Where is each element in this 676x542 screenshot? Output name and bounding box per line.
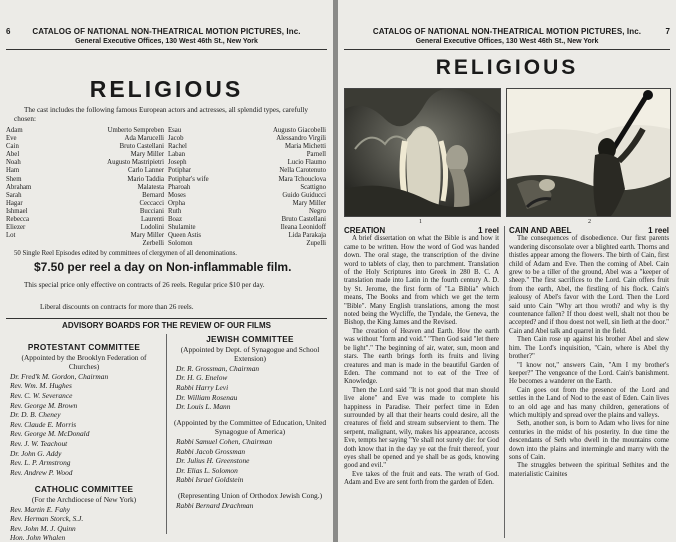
cast-role: Eliezer (6, 224, 26, 232)
cast-row (168, 167, 326, 175)
protestant-appointed: (Appointed by the Brooklyn Federation of Churches) (21, 352, 147, 372)
cast-actor: Zupelli (306, 240, 326, 248)
cast-list-right (168, 127, 326, 248)
cast-actor: Umberto Sempreben (107, 127, 164, 134)
committee-member: Rev. John M. J. Quinn (10, 523, 76, 533)
liberal-discounts: Liberal discounts on contracts for more than 26 reels. (40, 303, 194, 311)
cast-actor: Nella Carotenuto (279, 167, 326, 175)
cast-row (168, 127, 326, 135)
protestant-committee (6, 343, 162, 542)
cast-row (6, 184, 164, 192)
cast-row (168, 200, 326, 208)
jewish-members (172, 364, 328, 412)
cast-row (168, 224, 326, 232)
cast-role: Noah (6, 159, 21, 167)
committee-member: Rev. Herman Storck, S.J. (10, 514, 84, 524)
committee-member: Rabbi Jacob Grossman (176, 446, 246, 456)
creation-title: CREATION (344, 226, 386, 235)
creation-paragraph: A brief dissertation on what the Bible is and how it came to be written. How the word of God was handed down. The oral stage, the transcription of the divine word to tablets of clay, then to parchment. Translation of the Holy Scriptures into Greek in 280 B. C. A translation made into Latin in the fourth century A. D. by St. Jerome, the first form of "La Biblia" which means, The Books and from which we get the term "Bible". Many English translations, among the most noted being the Wycliffe, the Tyndale, the Geneva, the Bishop, the King James and the Revised. (344, 235, 499, 327)
caption-2: 2 (588, 219, 591, 225)
committee-member: Dr. John G. Addy (10, 448, 62, 458)
cast-role: Solomon (168, 240, 193, 248)
catholic-heading: CATHOLIC COMMITTEE (34, 485, 134, 495)
cast-actor: Mara Tchouclova (278, 175, 326, 183)
cast-actor: Mary Miller (292, 199, 326, 207)
cast-actor: Lucio Flaumo (287, 159, 326, 167)
cast-role: Boaz (168, 216, 182, 224)
cast-actor: Alessandro Virgili (276, 135, 326, 143)
cain-abel-title: CAIN AND ABEL (509, 226, 572, 235)
cast-row (6, 240, 164, 248)
committee-member: Rev. J. W. Teachout (10, 438, 68, 448)
header-rule (6, 49, 327, 50)
price-line: $7.50 per reel a day on Non-inflammable film. (34, 260, 292, 274)
cain-abel-section (509, 227, 669, 539)
committee-member: Rev. Martin E. Fahy (10, 504, 70, 514)
cast-role: Laban (168, 151, 185, 159)
cast-role: Ishmael (6, 207, 28, 215)
special-price: This special price only effective on contracts of 26 reels. Regular price $10 per day. (24, 281, 265, 289)
cast-row (168, 143, 326, 151)
cast-role: Eve (6, 135, 17, 143)
cast-actor: Bucciani (139, 207, 164, 215)
advisory-title: ADVISORY BOARDS FOR THE REVIEW OF OUR FILMS (62, 321, 271, 330)
cast-role: Lot (6, 232, 16, 240)
catalog-header: CATALOG OF NATIONAL NON-THEATRICAL MOTION PICTURES, Inc. (32, 27, 301, 36)
committee-member: Dr. D. B. Cheney (10, 410, 61, 420)
cast-role: Hagar (6, 199, 23, 207)
cast-row (6, 151, 164, 159)
cain-abel-paragraph: Cain goes out from the presence of the Lord and settles in the Land of Nod to the east of Eden. Cain lives to an old age and has many children, generations of which multiply and spread over the plains and valleys. (509, 386, 669, 419)
cast-row (6, 143, 164, 151)
column-divider (504, 226, 505, 538)
cast-row (168, 216, 326, 224)
cast-row (6, 216, 164, 224)
cast-role: Rachel (168, 143, 187, 151)
committee-member: Dr. Fred'k M. Gordon, Chairman (10, 371, 109, 381)
cast-actor: Malatesta (137, 183, 164, 191)
cast-actor: Parnell (306, 151, 326, 159)
cast-actor: Ceccacci (139, 199, 164, 207)
catalog-header: CATALOG OF NATIONAL NON-THEATRICAL MOTION PICTURES, Inc. (372, 27, 642, 36)
committee-member: Dr. Julius H. Greenstone (176, 456, 250, 466)
cast-actor: Ileana Leonidoff (280, 224, 326, 232)
cast-actor: Bruto Castellani (281, 216, 326, 224)
cast-role: Pharoah (168, 183, 191, 191)
cast-row (168, 232, 326, 240)
cast-row (168, 240, 326, 248)
cast-actor: Lida Parakaja (288, 232, 326, 240)
cast-role: Shulamite (168, 224, 196, 232)
cast-role: Joseph (168, 159, 187, 167)
cain-abel-paragraph: "I know not," answers Cain, "Am I my brother's keeper?" The vengeance of the Lord. Cain's banishment. He becomes a wanderer on the Earth. (509, 361, 669, 386)
cain-abel-paragraph: Then Cain rose up against his brother Abel and slew him. The Lord's inquisition, "Cain, where is Abel thy brother?" (509, 336, 669, 361)
cain-abel-title-line (509, 227, 669, 235)
cast-row (6, 200, 164, 208)
committee-member: Dr. Elias L. Solomon (176, 465, 238, 475)
jewish-appointed-2: (Appointed by the Committee of Education, United Synagogue of America) (173, 417, 327, 437)
cast-role: Ruth (168, 207, 182, 215)
creation-paragraph: Then the Lord said "It is not good that man should live alone" and Eve was made to complete his happiness in Paradise. Their perfect time in Eden surrounded by all that their hearts could desire, all the creatures of field and stream subservient to them. The serpent, malignant, wily, makes his appearance, accosts Eve, tempts her saying "Ye shall not surely die: for God doth know that in the day ye eat the fruit thereof, your eyes shall be opened and ye shall be as gods, knowing good and evil." (344, 386, 499, 470)
creation-title-line (344, 227, 499, 235)
cast-actor: Lodolini (140, 224, 164, 232)
committee-member: Dr. R. Grossman, Chairman (176, 363, 260, 373)
committee-member: Rev. George M. McDonald (10, 429, 90, 439)
committee-member: Rev. George M. Brown (10, 400, 78, 410)
jewish-appointed: (Appointed by Dept. of Synagogue and School Extension) (180, 344, 320, 364)
header-rule (344, 49, 670, 50)
cast-intro: The cast includes the following famous European actors and actresses, all splendid types, carefully chosen: (14, 106, 309, 123)
still-image-2 (507, 89, 670, 216)
cast-actor: Bruto Castellani (119, 143, 164, 151)
committee-member: Rev. Andrew P. Wood (10, 467, 73, 477)
page-title: RELIGIOUS (435, 56, 579, 79)
right-page (338, 0, 676, 542)
committee-member: Rev. L. P. Armstrong (10, 458, 71, 468)
caption-1: 1 (419, 219, 422, 225)
catalog-subheader: General Executive Offices, 130 West 46th St., New York (415, 38, 599, 45)
committee-member: Rev. Wm. M. Hughes (10, 381, 72, 391)
cast-actor: Carlo Lanner (127, 167, 164, 175)
cast-row (6, 167, 164, 175)
cain-abel-paragraph: The struggles between the spiritual Sethites and the materialistic Cainites (509, 462, 669, 478)
catholic-members (6, 505, 162, 542)
cast-role: Shem (6, 175, 22, 183)
catalog-subheader: General Executive Offices, 130 West 46th St., New York (75, 38, 258, 45)
adam-eve-photo (344, 88, 501, 217)
cast-row (168, 176, 326, 184)
cast-row (6, 127, 164, 135)
cast-actor: Zerbelli (142, 240, 164, 248)
creation-reel-count: 1 reel (478, 226, 499, 235)
cast-role: Potiphar (168, 167, 192, 175)
cain-abel-paragraph: The consequences of disobedience. Our first parents wandering disconsolate over a blighted earth. Thorns and thistles appear among the flowers. The birth of Cain, first child of Adam and Eve. Then the coming of Abel. Cain grew to be a tiller of the ground, Abel was a "keeper of sheep." The first sacrifices to the Lord. Cain offers fruit from the earth, Abel, the firstling of his flock. Cain's jealousy of Abel's favor with the Lord. Then the Lord said unto Cain "Why art thou wroth? and why is thy countenance fallen? If thou doest well, shalt not thou be accepted? and if thou doest not well, sin lieth at the door." Cain and Abel talk and quarrel in the field. (509, 235, 669, 335)
cast-role: Cain (6, 143, 19, 151)
cast-row (168, 192, 326, 200)
jewish-appointed-3: (Representing Union of Orthodox Jewish Cong.) (177, 490, 323, 500)
committee-member: Rev. Claude E. Morris (10, 419, 77, 429)
cast-actor: Mario Taddia (127, 175, 164, 183)
jewish-heading: JEWISH COMMITTEE (206, 335, 294, 344)
cain-abel-photo (506, 88, 671, 217)
creation-section (344, 227, 499, 539)
cast-role: Queen Astis (168, 232, 202, 240)
cain-abel-paragraph: Seth, another son, is born to Adam who lives for nine centuries in the midst of his posterity. In due time the descendants of Seth who dwell in the mountains come down into the plains and intermingle and marry with the sons of Cain. (509, 420, 669, 461)
cast-role: Sarah (6, 191, 22, 199)
cast-actor: Bernard (142, 191, 164, 199)
cast-row (168, 208, 326, 216)
episodes-note: 50 Single Reel Episodes edited by committees of clergymen of all denominations. (14, 250, 237, 257)
cast-row (168, 151, 326, 159)
catholic-appointed: (For the Archdiocese of New York) (31, 494, 137, 504)
cast-role: Adam (6, 127, 23, 134)
committee-member: Dr. H. G. Enelow (176, 373, 228, 383)
cast-role: Abel (6, 151, 20, 159)
cast-row (168, 159, 326, 167)
creation-paragraph: Eve takes of the fruit and eats. The wrath of God. Adam and Eve are sent forth from the garden of Eden. (344, 470, 499, 487)
cast-row (168, 135, 326, 143)
section-rule (6, 318, 327, 319)
cast-row (6, 232, 164, 240)
cast-row (168, 184, 326, 192)
cast-role: Orpha (168, 199, 185, 207)
creation-paragraph: The creation of Heaven and Earth. How the earth was without "form and void." "Then God said "let there be light"." The beginning of air, water, sun, moon and stars. The earth brings forth its fruits and living creatures and man is made in the beautiful Garden of Eden. The command not to eat of the Tree of Knowledge. (344, 327, 499, 386)
cast-role: Abraham (6, 183, 32, 191)
cast-actor: Mary Miller (130, 151, 164, 159)
committee-member: Hon. John Whalen (10, 533, 66, 542)
page-number: 7 (665, 27, 670, 36)
cast-role: Rebecca (6, 216, 30, 224)
jewish-members-3 (172, 501, 328, 511)
cast-actor: Maria Michetti (285, 143, 326, 151)
page-number: 6 (6, 27, 11, 36)
committee-member: Rabbi Harry Levi (176, 382, 229, 392)
committee-member: Rabbi Israel Goldstein (176, 475, 244, 485)
cast-actor: Laurenti (140, 216, 164, 224)
cast-role: Moses (168, 191, 186, 199)
cast-role: Jacob (168, 135, 184, 143)
committee-member: Rev. C. W. Severance (10, 390, 73, 400)
cast-row (6, 176, 164, 184)
cast-actor: Negro (309, 207, 326, 215)
cast-role: Esau (168, 127, 182, 134)
still-image-1 (345, 89, 500, 216)
cast-role: Potiphar's wife (168, 175, 209, 183)
cain-abel-reel-count: 1 reel (648, 226, 669, 235)
committee-member: Dr. Louis L. Mann (176, 402, 231, 412)
cast-row (6, 192, 164, 200)
protestant-members (6, 372, 162, 478)
cast-actor: Augusto Giacobelli (272, 127, 326, 134)
cast-actor: Mary Miller (130, 232, 164, 240)
cast-actor: Ada Marucelli (124, 135, 164, 143)
cast-row (6, 224, 164, 232)
page-title: RELIGIOUS (89, 76, 244, 102)
cast-row (6, 159, 164, 167)
protestant-heading: PROTESTANT COMMITTEE (27, 343, 141, 352)
committee-member: Dr. William Rosenau (176, 392, 238, 402)
cast-actor: Scattigno (300, 183, 326, 191)
cast-actor: Augusto Mastripietri (107, 159, 164, 167)
committee-member: Rabbi Samuel Cohen, Chairman (176, 436, 273, 446)
left-page (0, 0, 333, 542)
committee-member: Rabbi Bernard Drachman (176, 500, 254, 510)
cast-actor: Guido Guiducci (282, 191, 326, 199)
jewish-committee (172, 335, 328, 510)
cast-list-left (6, 127, 164, 248)
cast-row (6, 208, 164, 216)
column-divider (166, 334, 167, 534)
cast-row (6, 135, 164, 143)
cast-role: Ham (6, 167, 20, 175)
jewish-members-2 (172, 437, 328, 485)
